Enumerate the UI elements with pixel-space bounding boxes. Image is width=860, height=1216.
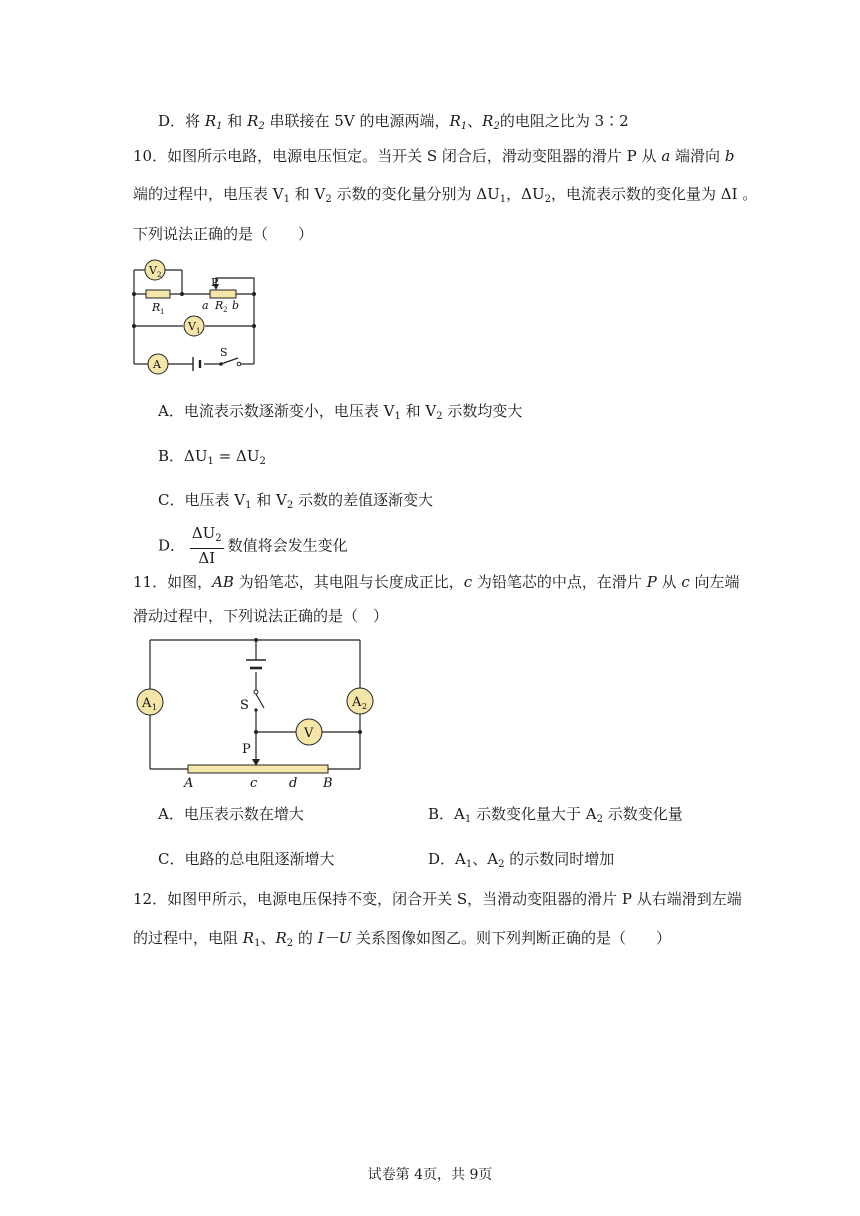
- q9-option-d: D．将 $R_1$ 和 $R_2$ 串联接在 5V 的电源两端，$R_1$、$R_2$的电阻之比为 3∶2: [158, 112, 629, 132]
- a-label: a: [202, 299, 209, 312]
- q12-stem-line1: 12．如图甲所示，电源电压保持不变，闭合开关 S，当滑动变阻器的滑片 P 从右端滑到左端: [133, 890, 742, 908]
- q12-stem-line2: 的过程中，电阻 $R_1$、$R_2$ 的 I－U 关系图像如图乙。则下列判断正确的是（ ）: [133, 929, 672, 949]
- svg-text:2: 2: [223, 306, 228, 314]
- pencil-lead-ab: [188, 765, 328, 773]
- svg-text:1: 1: [152, 703, 158, 712]
- q11-option-b: B．$A_1$ 示数变化量大于 $A_2$ 示数变化量: [428, 805, 683, 825]
- q11-stem-line2: 滑动过程中，下列说法正确的是（ ）: [133, 607, 389, 625]
- delta-u2-over-delta-i: $\frac{\Delta U_2}{\Delta I}$: [191, 524, 222, 567]
- svg-text:2: 2: [157, 271, 162, 279]
- svg-text:1: 1: [160, 308, 165, 316]
- q11-circuit-diagram: [132, 632, 382, 792]
- switch-s-label: S: [240, 698, 249, 713]
- q10-stem-line1: 10．如图所示电路，电源电压恒定。当开关 S 闭合后，滑动变阻器的滑片 P 从 a 端滑向 b: [133, 147, 735, 165]
- r2-resistor: [210, 290, 236, 298]
- q10-option-c: C．电压表 $V_1$ 和 $V_2$ 示数的差值逐渐变大: [158, 491, 433, 511]
- a2-label: A: [352, 695, 362, 710]
- slider-p-label: P: [211, 276, 219, 289]
- switch-s-label: S: [220, 346, 228, 359]
- q10-stem-line2: 端的过程中，电压表 $V_1$ 和 $V_2$ 示数的变化量分别为 $\Delta U_1$，$\Delta U_2$，电流表示数的变化量为 ΔI 。: [133, 185, 758, 205]
- voltmeter-label: V: [304, 726, 314, 741]
- page-footer: 试卷第 4页，共 9页: [367, 1167, 493, 1183]
- r1-label: R: [152, 301, 161, 314]
- a1-label: A: [142, 696, 152, 711]
- point-c-label: c: [250, 776, 258, 791]
- svg-text:1: 1: [196, 327, 201, 335]
- v1-label: V: [188, 320, 196, 333]
- q10-option-d: D． $\frac{\Delta U_2}{\Delta I}$ 数值将会发生变化: [158, 524, 348, 567]
- v2-label: V: [149, 264, 157, 277]
- slider-p-label: P: [242, 742, 251, 757]
- q10-circuit-diagram: [128, 258, 268, 378]
- q11-option-a: A．电压表示数在增大: [158, 805, 304, 823]
- q11-option-c: C．电路的总电阻逐渐增大: [158, 850, 335, 868]
- q10-stem-line3: 下列说法正确的是（ ）: [133, 225, 314, 243]
- q11-stem-line1: 11．如图，AB 为铅笔芯，其电阻与长度成正比，c 为铅笔芯的中点，在滑片 P 从 c 向左端: [133, 573, 740, 591]
- q10-option-b: B．$\Delta U_1 = \Delta U_2$: [158, 447, 266, 467]
- b-label: b: [232, 299, 240, 312]
- svg-text:2: 2: [362, 702, 368, 711]
- q10-option-a: A．电流表示数逐渐变小，电压表 $V_1$ 和 $V_2$ 示数均变大: [158, 402, 523, 422]
- q11-option-d: D．$A_1$、$A_2$ 的示数同时增加: [428, 850, 615, 870]
- point-d-label: d: [289, 776, 298, 791]
- end-a-label: A: [184, 776, 194, 791]
- end-b-label: B: [323, 776, 333, 791]
- ammeter-label: A: [153, 358, 161, 371]
- r2-label: R: [215, 299, 224, 312]
- r1-resistor: [146, 290, 170, 298]
